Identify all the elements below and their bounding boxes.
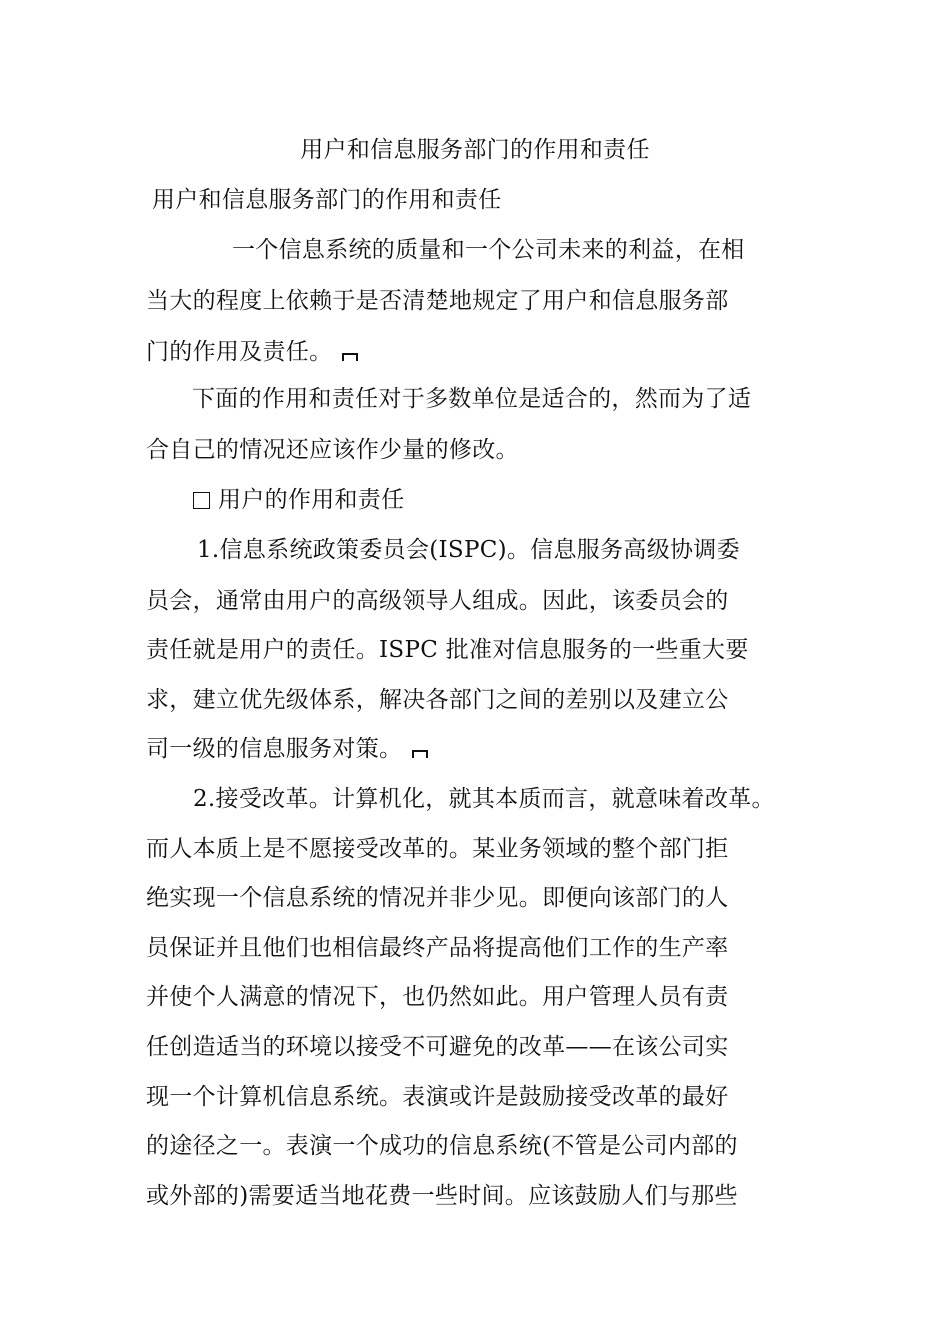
item1-line-4: 求，建立优先级体系，解决各部门之间的差别以及建立公 — [146, 687, 729, 713]
item2-line-4: 员保证并且他们也相信最终产品将提高他们工作的生产率 — [146, 935, 729, 961]
intro-line-2: 当大的程度上依赖于是否清楚地规定了用户和信息服务部 — [146, 288, 729, 314]
item1-line-3: 责任就是用户的责任。ISPC 批准对信息服务的一些重大要 — [146, 637, 749, 663]
item2-line-2: 而人本质上是不愿接受改革的。某业务领域的整个部门拒 — [146, 836, 729, 862]
item2-line-1: 2.接受改革。计算机化，就其本质而言，就意味着改革。 — [193, 786, 775, 812]
return-mark-icon — [342, 353, 358, 361]
item2-line-3: 绝实现一个信息系统的情况并非少见。即便向该部门的人 — [146, 885, 729, 911]
item2-line-9: 或外部的)需要适当地花费一些时间。应该鼓励人们与那些 — [146, 1183, 738, 1209]
item2-line-7: 现一个计算机信息系统。表演或许是鼓励接受改革的最好 — [146, 1084, 729, 1110]
section-heading — [193, 484, 404, 516]
intro-line-3-text: 门的作用及责任。 — [146, 339, 333, 365]
item2-line-8: 的途径之一。表演一个成功的信息系统(不管是公司内部的 — [146, 1133, 738, 1159]
item1-line-2: 员会，通常由用户的高级领导人组成。因此，该委员会的 — [146, 588, 729, 614]
item1-line-5 — [146, 733, 428, 765]
return-mark-icon — [412, 750, 428, 758]
item2-line-6: 任创造适当的环境以接受不可避免的改革——在该公司实 — [146, 1034, 729, 1060]
intro-line-1: 一个信息系统的质量和一个公司未来的利益，在相 — [232, 237, 745, 263]
item1-line-5-text: 司一级的信息服务对策。 — [146, 736, 403, 762]
item1-line-1: 1.信息系统政策委员会(ISPC)。信息服务高级协调委 — [197, 537, 740, 563]
checkbox-square-icon — [193, 492, 210, 509]
para2-line-2: 合自己的情况还应该作少量的修改。 — [146, 437, 519, 463]
item2-line-5: 并使个人满意的情况下，也仍然如此。用户管理人员有责 — [146, 984, 729, 1010]
document-title: 用户和信息服务部门的作用和责任 — [300, 137, 650, 163]
section-heading-text: 用户的作用和责任 — [218, 487, 405, 513]
para2-line-1: 下面的作用和责任对于多数单位是适合的，然而为了适 — [192, 386, 752, 412]
intro-line-3 — [146, 336, 358, 368]
document-subtitle: 用户和信息服务部门的作用和责任 — [152, 187, 502, 213]
